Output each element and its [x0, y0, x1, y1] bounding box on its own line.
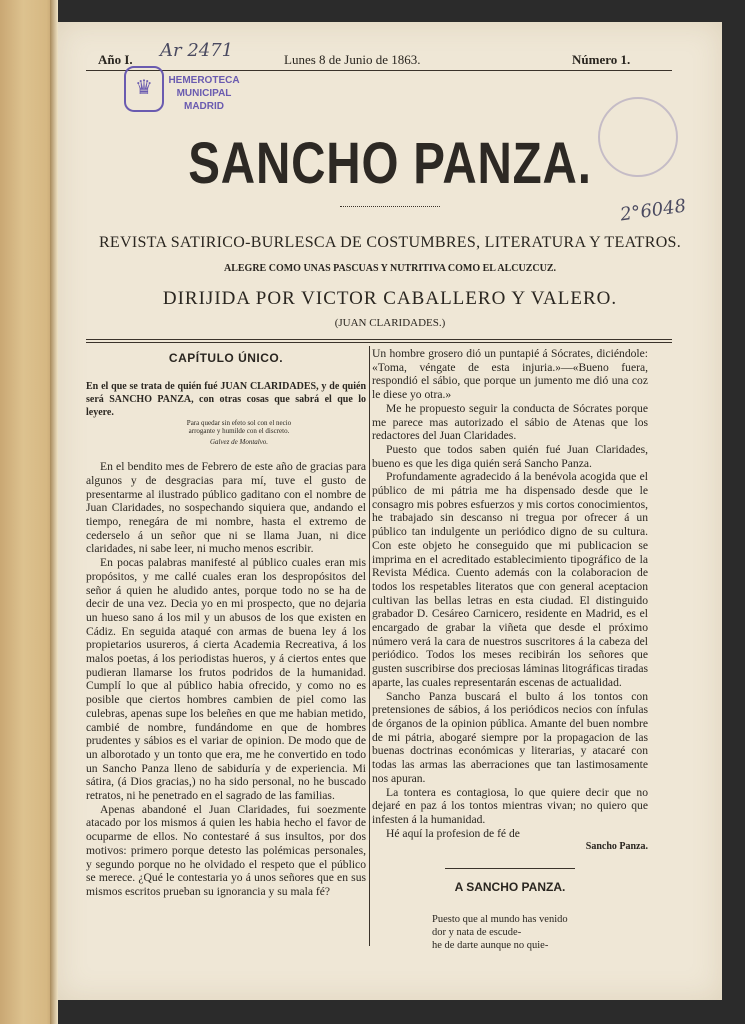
paragraph: Me he propuesto seguir la conducta de Sócrates porque me parece mas autorizado el sábio de Atenas que los redactores del Juan Claridades.	[372, 401, 648, 443]
masthead-rule-top	[86, 339, 672, 340]
paragraph: Un hombre grosero dió un puntapié á Sócrates, diciéndole: «Toma, véngate de esta injuria.»—«Bueno fuera, respondió el sábio, que porque un jumento me dió una coz le diese yo otra.»	[372, 347, 648, 402]
coat-of-arms-icon: ♛	[124, 66, 164, 112]
chapter-title: CAPÍTULO ÚNICO.	[168, 351, 284, 365]
newspaper-page	[58, 22, 722, 1000]
paragraph: Apenas abandoné el Juan Claridades, fui soezmente atacado por los mismos á quien les habia hecho el favor de ocuparme de ellos. No contestaré á sus insultos, por dos motivos: primero porque detesto las polémicas personales, y segundo porque no he olvidado el respeto que el público se merece. ¿Qué le contestaria yo á unos señores que en sus mismos escritos prueban su ignorancia y su mala fé?	[86, 802, 366, 898]
handwritten-registry-number: 2°6048	[618, 195, 688, 226]
masthead-title: SANCHO PANZA.	[188, 131, 592, 196]
column-divider	[369, 346, 370, 946]
header-rule	[86, 70, 672, 71]
poem-line: he de darte aunque no quie-	[432, 939, 549, 951]
epigraph-text: Para quedar sin efeto sol con el necio arrogante y humilde con el discreto.	[186, 418, 292, 436]
paragraph: Sancho Panza buscará el bulto á los tontos con pretensiones de sábios, á los periódicos necios con ínfulas de órganos de la opinion pública. Amante del buen nombre de mi pátria, abogaré siempre por la propagacion de las buenas doctrinas económicas y literarias, y atacaré con todas las armas las aberraciones que tan lastimosamente nos apuran.	[372, 689, 648, 785]
issue-year: Año I.	[98, 52, 133, 67]
chapter-intro: En el que se trata de quién fué JUAN CLARIDADES, y de quién será SANCHO PANZA, con otras cosas que sabrá el que lo leyere.	[86, 380, 366, 418]
masthead-rule-bottom	[86, 342, 672, 343]
paragraph: La tontera es contagiosa, lo que quiere decir que no dejaré en paz á los tontos mientras vivan; no quiero que infesten á la humanidad.	[372, 785, 648, 826]
paragraph: Hé aquí la profesion de fé de	[386, 826, 520, 840]
masthead-subtitle: REVISTA SATIRICO-BURLESCA DE COSTUMBRES, LITERATURA Y TEATROS.	[98, 234, 682, 251]
masthead-pseudonym: (JUAN CLARIDADES.)	[334, 317, 446, 329]
issue-number: Número 1.	[572, 52, 631, 67]
masthead-director: DIRIJIDA POR VICTOR CABALLERO Y VALERO.	[162, 288, 618, 309]
epigraph-author: Galvez de Montalvo.	[209, 437, 269, 446]
title-ornament	[340, 206, 440, 207]
page-edge	[50, 0, 58, 1024]
epigraph	[174, 419, 304, 447]
masthead-motto: ALEGRE COMO UNAS PASCUAS Y NUTRITIVA COMO EL ALCUZCUZ.	[224, 263, 556, 274]
poem-line: dor y nata de escude-	[432, 926, 522, 938]
paragraph: En el bendito mes de Febrero de este año de gracias para algunos y de desgracias para mí, tuve el gusto de presentarme al ilustrado público gaditano con el nombre de Juan Claridades, no sospechando siquiera que, andando el tiempo, renegára de mi nombre, hasta el extremo de cederselo á un señor que ni se llama Juan, ni dice claridades, ni sabe leer, ni mucho menos escribir.	[86, 460, 366, 556]
left-column	[86, 352, 366, 899]
library-stamp: HEMEROTECA MUNICIPAL MADRID	[168, 75, 240, 112]
right-column	[372, 347, 648, 952]
poem-line: Puesto que al mundo has venido	[432, 913, 568, 925]
handwritten-catalog-number: Ar 2471	[160, 40, 234, 61]
issue-date: Lunes 8 de Junio de 1863.	[284, 52, 421, 67]
paragraph: En pocas palabras manifesté al público cuales eran mis propósitos, y me callé cuales eran los despropósitos del señor á quien he aludido antes, porque todo no se ha de decir de una vez. Decia yo en mi prospecto, que no dejaria un hueso sano á los mil y un abusos de los que existen en Cádiz. En seguida ataqué con armas de buena ley á los propietarios usureros, á cierta Academia Recreativa, á los malos poetas, á los periodistas hueros, y á ciertos entes que pudieran llamarse los frutos podridos de la humanidad. Cumplí lo que al público habia ofrecido, y como no es posible que ciertos hombres cambien de piel como las culebras, apenas supe los beleñes en que me habian metido, cambié de nombre, fundándome en que de hombres prudentes y sábios es el variar de opinion. De modo que de un alborotado y un tonto que era, me he convertido en todo un Sancho Panza lleno de sabiduría y de experiencia. Mi sátira, (á Dios gracias,) no ha sido personal, no he buscado retratos, ni he penetrado en el sagrado de las familias.	[86, 556, 366, 803]
paragraph: Puesto que todos saben quién fué Juan Claridades, bueno es que les diga quién será Sancho Panza.	[372, 442, 648, 470]
paragraph: Profundamente agradecido á la benévola acogida que el público de mi pátria me ha dispensado desde que le consagro mis pobres esfuerzos y mis cortos conocimientos, he trabajado sin descanso ni tregua por ofrecer á un público tan indulgente un periódico digno de su cultura. Con este objeto he conseguido que mi publicacion se imprima en el acreditado establecimiento tipográfico de la Revista Médica. Cuento además con la colaboracion de todos los respetables literatos que con general aceptacion cultivan las bellas letras en esta ciudad. El distinguido grabador D. Cesáreo Carnicero, residente en Madrid, es el encargado de grabar la viñeta que desde el próximo número verá la cara de nuestros suscritores á la cabeza del periódico. Todos los meses recibirán los señores que gusten suscribirse dos preciosas láminas litográficas tiradas aparte, las cuales representarán escenas de actualidad.	[372, 470, 648, 689]
poem-title: A SANCHO PANZA.	[454, 880, 566, 895]
signature: Sancho Panza.	[585, 841, 648, 853]
section-rule	[445, 868, 575, 869]
